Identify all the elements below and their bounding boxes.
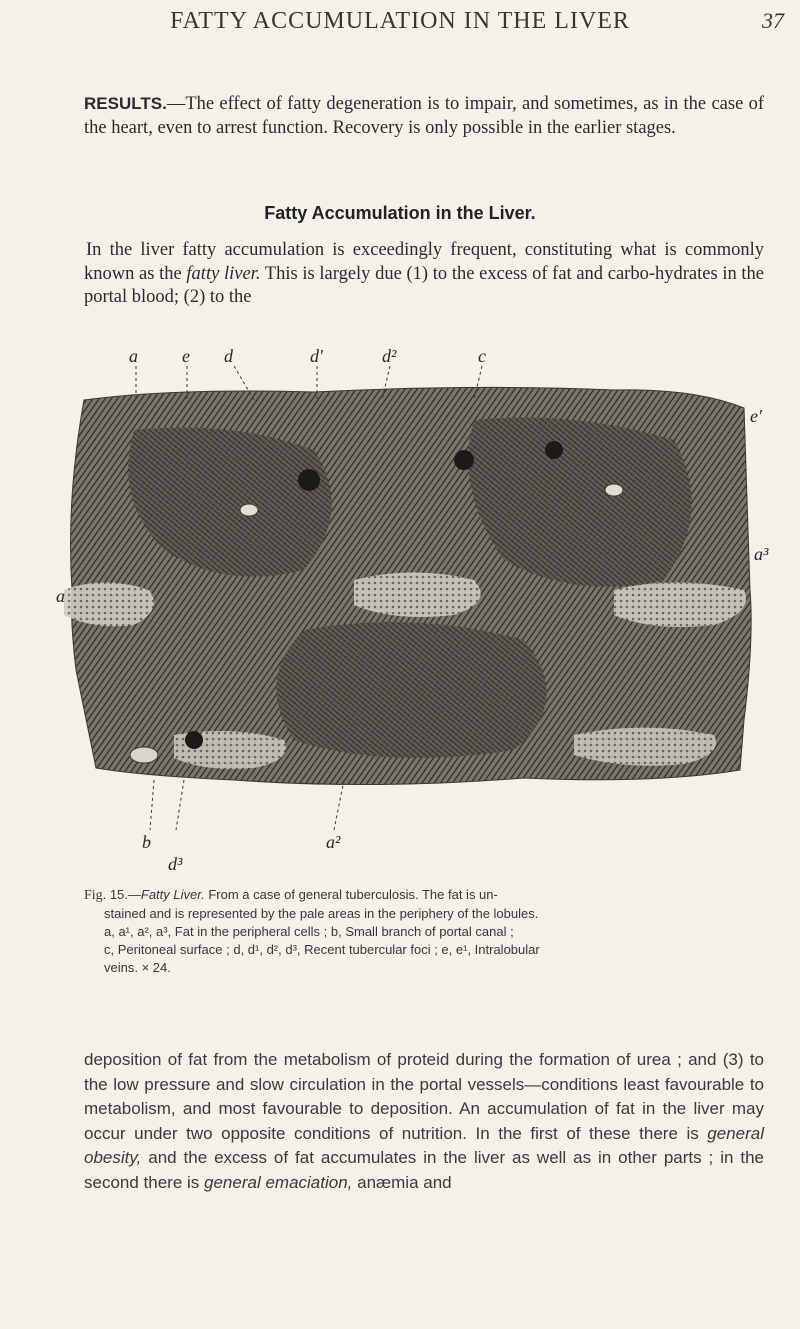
results-runin: RESULTS. [84, 94, 167, 113]
results-paragraph [84, 92, 764, 140]
micrograph-svg [54, 340, 794, 880]
caption-number: 15. [109, 887, 128, 902]
dense-region [276, 622, 547, 758]
intro-italic: fatty liver. [186, 263, 261, 284]
intralobular-vein [240, 504, 258, 516]
label-c: c [478, 346, 486, 366]
running-title: FATTY ACCUMULATION IN THE LIVER [170, 8, 630, 34]
label-d2: d² [382, 346, 397, 366]
cont-italic-1: general obesity, [84, 1123, 764, 1167]
portal-canal [130, 747, 158, 763]
intro-text-after: This is largely due (1) to the excess of fat and carbo-hydrates in the portal blood; (2) to the [84, 263, 765, 307]
label-e1: e' [750, 406, 762, 426]
caption-line5: veins. × 24. [104, 960, 171, 975]
tubercular-focus [545, 441, 563, 459]
intro-paragraph [84, 239, 764, 310]
label-a-left: a [56, 586, 65, 606]
cont-text-2: and the excess of fat accumulates in the liver as well as in other parts ; in the second there is [84, 1148, 764, 1192]
label-d: d [224, 346, 233, 366]
intro-text-before: In the liver fatty accumulation is exceedingly frequent, constituting what is commonly known as the [84, 240, 764, 284]
fat-area [64, 583, 154, 627]
caption-line2: stained and is represented by the pale areas in the periphery of the lobules. [104, 906, 539, 921]
section-heading: Fatty Accumulation in the Liver. [264, 203, 536, 223]
results-text: —The effect of fatty degeneration is to impair, and sometimes, as in the case of the heart, even to arrest function. Recovery is only possible in the earlier stages. [84, 94, 764, 138]
label-b: b [142, 832, 151, 852]
caption-line4: c, Peritoneal surface ; d, d¹, d², d³, Recent tubercular foci ; e, e¹, Intralobular [104, 942, 540, 957]
tubercular-focus [298, 469, 320, 491]
tubercular-focus [454, 450, 474, 470]
caption-fig-label: Fig. [84, 888, 107, 903]
label-a2: a² [326, 832, 341, 852]
page-number: 37 [762, 8, 784, 33]
cont-italic-2: general emaciation, [204, 1172, 353, 1192]
label-e: e [182, 346, 190, 366]
fat-area [574, 728, 716, 766]
figure-caption [84, 886, 754, 977]
running-header [0, 8, 800, 38]
liver-histology-figure [54, 340, 794, 880]
label-d1: d' [310, 346, 323, 366]
caption-line1: From a case of general tuberculosis. The fat is un- [204, 887, 498, 902]
label-a: a [129, 346, 138, 366]
caption-title: —Fatty Liver. [127, 887, 205, 902]
label-d3: d³ [168, 854, 183, 874]
cont-text-3: anæmia and [352, 1172, 452, 1192]
label-a3: a³ [754, 544, 769, 564]
continuation-paragraph [84, 1048, 764, 1195]
fat-area [354, 573, 481, 618]
caption-line3: a, a¹, a², a³, Fat in the peripheral cells ; b, Small branch of portal canal ; [104, 924, 514, 939]
tubercular-focus [185, 731, 203, 749]
cont-text-1: deposition of fat from the metabolism of proteid during the formation of urea ; and (3) to the low pressure and slow circulation in the portal vessels—conditions least favourable to metabolism, and most favourable to deposition. An accumulation of fat in the liver may occur under two opposite conditions of nutrition. In the first of these there is [84, 1050, 764, 1143]
intralobular-vein [605, 484, 623, 496]
